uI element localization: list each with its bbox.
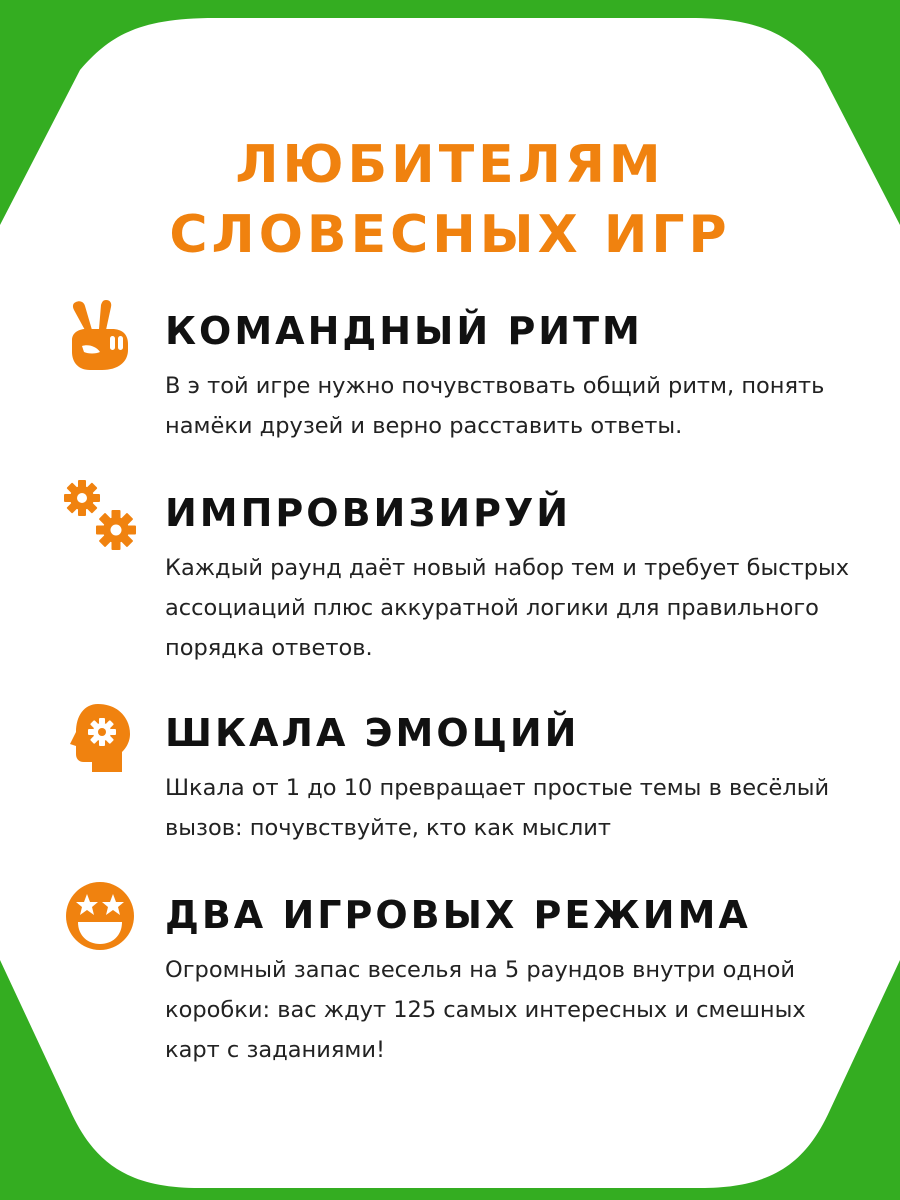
feature-text: Огромный запас веселья на 5 раундов внутри одной коробки: вас ждут 125 самых интересных и смешных карт с заданиями! [165,957,806,1063]
feature-text: Каждый раунд даёт новый набор тем и требует быстрых ассоциаций плюс аккуратной логики для правильного порядка ответов. [165,555,850,661]
title-line-2: СЛОВЕСНЫХ ИГР [169,205,731,265]
feature-heading: ДВА ИГРОВЫХ РЕЖИМА [165,893,751,937]
feature-text: В э той игре нужно почувствовать общий ритм, понять намёки друзей и верно расставить ответы. [165,373,825,439]
feature-heading: КОМАНДНЫЙ РИТМ [165,309,643,353]
feature-text: Шкала от 1 до 10 превращает простые темы в весёлый вызов: почувствуйте, кто как мыслит [165,775,830,841]
title-line-1: ЛЮБИТЕЛЯМ [235,135,665,195]
gears-icon [62,478,138,554]
star-eyes-emoji-icon [62,878,138,954]
feature-heading: ИМПРОВИЗИРУЙ [165,491,572,535]
feature-heading: ШКАЛА ЭМОЦИЙ [165,711,580,755]
page-title [0,130,900,270]
head-gear-icon [62,700,138,776]
victory-hand-icon [62,296,138,372]
